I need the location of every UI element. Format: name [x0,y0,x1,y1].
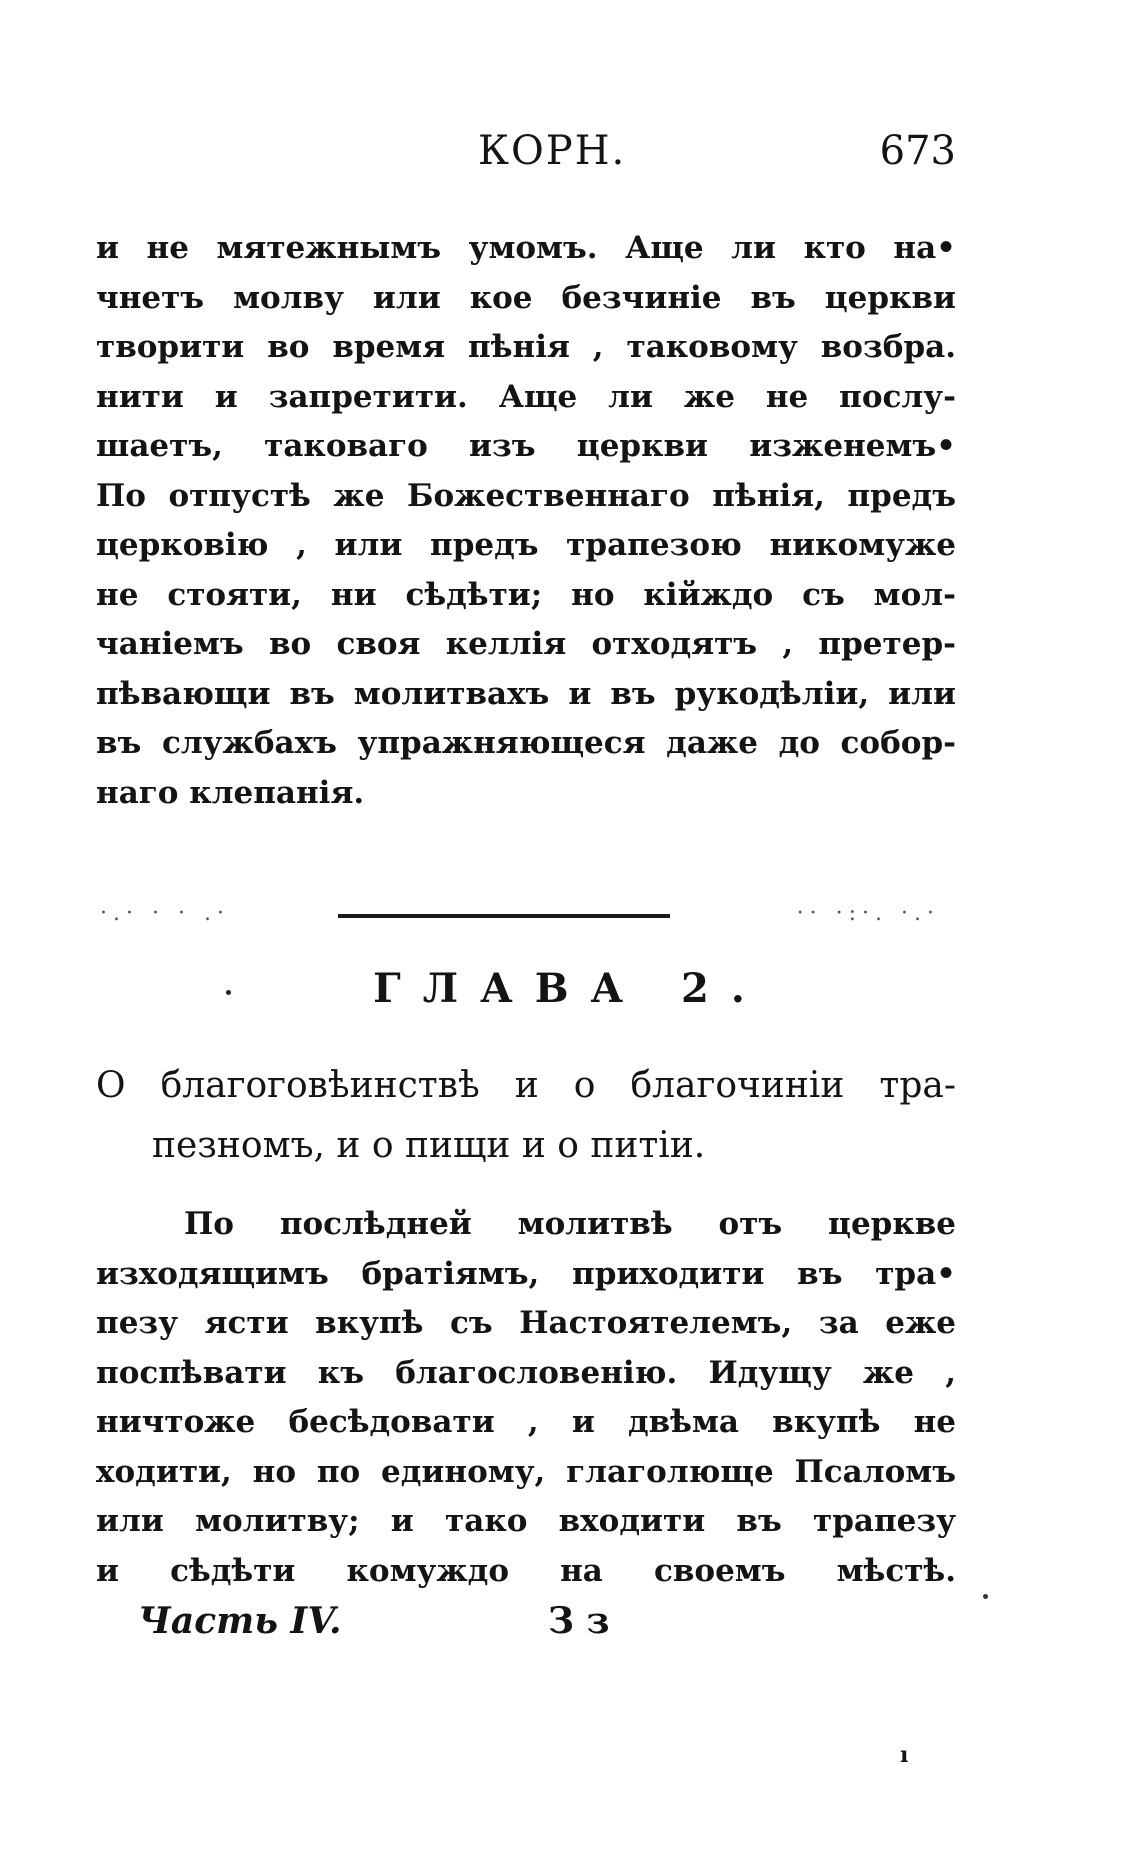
text-line: въ службахъ упражняющеся даже до собор- [96,725,956,761]
text-line: чнетъ молву или кое безчиніе въ церкви [96,279,956,316]
text-line: творити во время пѣнія , таковому возбра. [96,329,956,365]
text-line: пезу ясти вкупѣ съ Настоятелемъ, за еже [96,1305,956,1341]
separator-ornament-right: ·· ·:·. ·.· [796,901,940,926]
text-line: чаніемъ во своя келлія отходятъ , претер- [96,626,956,662]
separator-rule [338,914,670,918]
text-line: поспѣвати къ благословенію. Идущу же , [96,1354,956,1391]
text-line: пѣвающи въ молитвахъ и въ рукодѣліи, или [96,675,956,712]
text-line: и сѣдѣти комуждо на своемъ мѣстѣ. [96,1552,956,1589]
text-line: наго клепанія. [96,774,365,811]
text-line: шаетъ, таковаго изъ церкви изженемъ• [96,428,956,464]
chapter-title [96,1056,956,1176]
paragraph-2 [96,1200,956,1596]
stray-mark: ı [900,1742,909,1768]
part-label: Часть IV. [138,1600,342,1642]
page-number: 673 [879,128,956,174]
chapter-title-line: пезномъ, и о пищи и о питіи. [152,1125,706,1166]
separator-ornament-left: ·.· · · .· [100,901,230,926]
text-line: или молитву; и тако входити въ трапезу [96,1503,956,1539]
text-line: и не мятежнымъ умомъ. Аще ли кто на• [96,230,956,266]
signature-mark: З з [548,1600,610,1642]
text-line: не стояти, ни сѣдѣти; но кійждо съ мол- [96,576,956,613]
running-title: КОРН. [478,128,627,174]
text-line: По послѣдней молитвѣ отъ церкве [184,1206,956,1242]
text-line: ничтоже бесѣдовати , и двѣма вкупѣ не [96,1404,956,1440]
chapter-heading: ГЛАВА 2. [373,965,767,1012]
text-line: По отпустѣ же Божественнаго пѣнія, предъ [96,477,956,514]
text-line: церковію , или предъ трапезою никомуже [96,527,956,563]
signature-line [138,1600,658,1650]
chapter-title-line: О благоговѣинствѣ и о благочиніи тра- [96,1065,956,1106]
paragraph-1 [96,224,956,818]
margin-dot [983,1594,988,1599]
section-separator [100,901,940,926]
text-line: ходити, но по единому, глаголюще Псаломъ [96,1453,956,1490]
running-head [96,128,956,188]
text-line: изходящимъ братіямъ, приходити въ тра• [96,1255,956,1292]
text-line: нити и запретити. Аще ли же не послу- [96,378,956,415]
